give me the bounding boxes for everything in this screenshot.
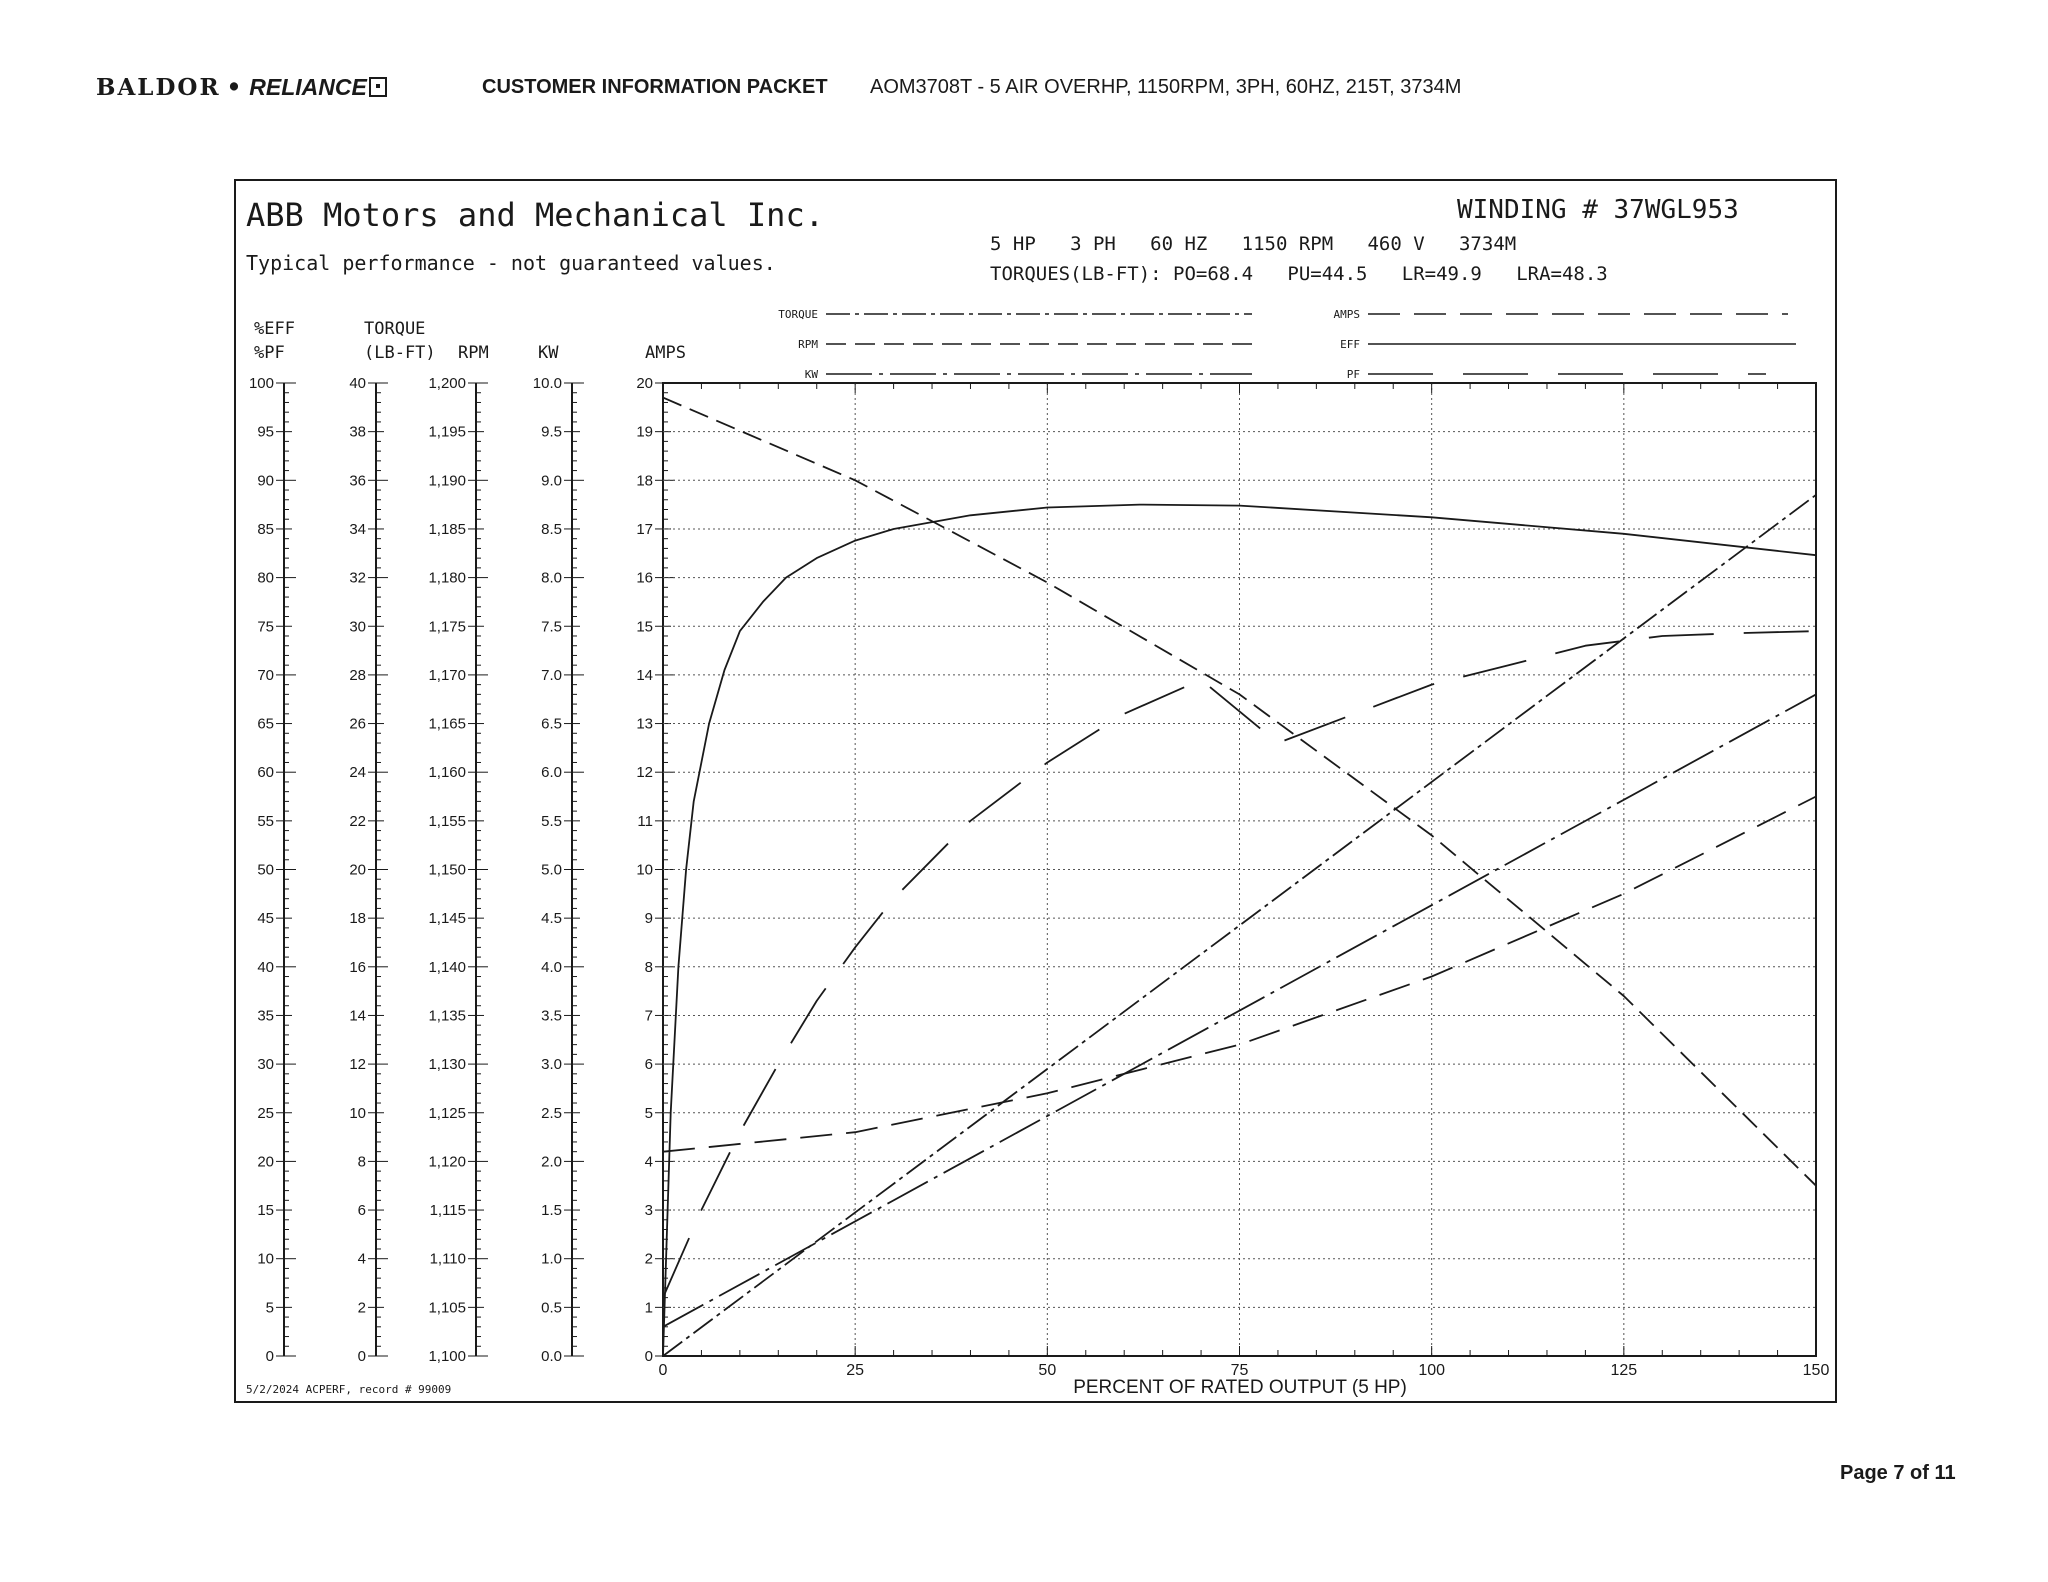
- axis-tick-label: 100: [248, 375, 274, 392]
- x-axis-label: PERCENT OF RATED OUTPUT (5 HP): [1073, 1377, 1407, 1398]
- brand-dot: •: [226, 73, 244, 101]
- disclaimer: Typical performance - not guaranteed values.: [246, 251, 776, 275]
- axis-tick-label: 85: [257, 520, 274, 538]
- axis-tick-label: 0.0: [541, 1348, 562, 1365]
- legend-label: AMPS: [1333, 308, 1360, 321]
- legend-label: KW: [804, 368, 818, 381]
- axis-tick-label: 6: [644, 1056, 653, 1074]
- brand-baldor: BALDOR: [96, 73, 221, 101]
- x-tick-label: 100: [1418, 1362, 1446, 1379]
- axis-tick-label: 3: [644, 1202, 653, 1220]
- axis-tick-label: 80: [257, 569, 274, 587]
- brand-reliance: RELIANCE: [249, 73, 367, 100]
- axis-tick-label: 10: [636, 861, 653, 879]
- value-axis: [533, 343, 584, 1365]
- axis-tick-label: 20: [636, 375, 653, 392]
- axis-tick-label: 19: [636, 423, 653, 441]
- axis-tick-label: 3.0: [541, 1056, 562, 1074]
- axis-tick-label: 1,165: [428, 715, 466, 733]
- axis-tick-label: 18: [636, 472, 653, 490]
- axis-tick-label: 18: [349, 910, 366, 928]
- axis-tick-label: 1,190: [428, 472, 466, 490]
- legend-label: RPM: [798, 338, 818, 351]
- value-axis: [636, 343, 686, 1365]
- axis-tick-label: 2: [644, 1250, 653, 1268]
- footer-note: 5/2/2024 ACPERF, record # 99009: [246, 1383, 452, 1396]
- torque-summary: TORQUES(LB-FT): PO=68.4 PU=44.5 LR=49.9 LRA=48.3: [990, 263, 1608, 285]
- axis-tick-label: 10: [349, 1104, 366, 1122]
- x-tick-label: 125: [1610, 1362, 1638, 1379]
- axis-tick-label: 11: [637, 812, 653, 830]
- axis-tick-label: 1.5: [541, 1202, 562, 1220]
- x-tick-label: 0: [658, 1362, 668, 1379]
- axis-tick-label: 1: [644, 1299, 653, 1317]
- axis-header: (LB-FT): [364, 343, 436, 363]
- legend-item: [1334, 308, 1789, 321]
- axis-tick-label: 1,130: [428, 1056, 466, 1074]
- axis-tick-label: 0: [357, 1348, 366, 1365]
- axis-tick-label: 17: [636, 520, 653, 538]
- legend-item: [798, 338, 1252, 351]
- axis-tick-label: 1,180: [428, 569, 466, 587]
- axis-tick-label: 20: [349, 861, 366, 879]
- axis-tick-label: 26: [349, 715, 366, 733]
- axis-tick-label: 0: [265, 1348, 274, 1365]
- axis-tick-label: 1,200: [428, 375, 466, 392]
- axis-tick-label: 2.5: [541, 1104, 562, 1122]
- axis-tick-label: 9.0: [541, 472, 562, 490]
- axis-tick-label: 0: [644, 1348, 653, 1365]
- axis-tick-label: 6: [357, 1202, 366, 1220]
- x-tick-label: 25: [846, 1362, 865, 1379]
- page-number: Page 7 of 11: [1840, 1462, 1956, 1484]
- axis-tick-label: 32: [349, 569, 366, 587]
- axis-tick-label: 4.0: [541, 958, 562, 976]
- axis-tick-label: 40: [257, 958, 274, 976]
- axis-tick-label: 9.5: [541, 423, 562, 441]
- axis-tick-label: 1,185: [428, 520, 466, 538]
- axis-tick-label: 28: [349, 666, 366, 684]
- axis-tick-label: 60: [257, 764, 274, 782]
- winding-number: WINDING # 37WGL953: [1457, 195, 1739, 225]
- axis-tick-label: 4: [357, 1250, 366, 1268]
- axis-tick-label: 2.0: [541, 1153, 562, 1171]
- axis-tick-label: 1,155: [428, 812, 466, 830]
- axis-tick-label: 5: [265, 1299, 274, 1317]
- legend-item: [778, 308, 1252, 321]
- axis-tick-label: 34: [349, 520, 366, 538]
- x-tick-label: 50: [1038, 1362, 1057, 1379]
- axis-tick-label: 13: [636, 715, 653, 733]
- axis-tick-label: 1,145: [428, 910, 466, 928]
- axis-tick-label: 1,175: [428, 618, 466, 636]
- value-axis: [428, 343, 488, 1365]
- axis-tick-label: 6.0: [541, 764, 562, 782]
- axis-tick-label: 90: [257, 472, 274, 490]
- axis-tick-label: 10.0: [532, 375, 562, 392]
- x-tick-label: 75: [1230, 1362, 1249, 1379]
- axis-tick-label: 8.5: [541, 520, 562, 538]
- axis-tick-label: 1,100: [428, 1348, 466, 1365]
- axis-tick-label: 1,170: [428, 666, 466, 684]
- axis-tick-label: 15: [257, 1202, 274, 1220]
- axis-tick-label: 7.5: [541, 618, 562, 636]
- company-name: ABB Motors and Mechanical Inc.: [246, 196, 824, 234]
- axes-layer: [249, 319, 686, 1365]
- axis-tick-label: 4: [644, 1153, 653, 1171]
- axis-tick-label: 16: [349, 958, 366, 976]
- axis-tick-label: 0.5: [541, 1299, 562, 1317]
- axis-tick-label: 1,115: [429, 1202, 466, 1220]
- motor-ratings: 5 HP 3 PH 60 HZ 1150 RPM 460 V 3734M: [990, 233, 1517, 255]
- axis-tick-label: 1,105: [428, 1299, 466, 1317]
- axis-tick-label: 7: [644, 1007, 653, 1025]
- axis-header: %EFF: [254, 319, 295, 339]
- axis-tick-label: 22: [349, 812, 366, 830]
- series-line-rpm: [663, 398, 1816, 1186]
- axis-tick-label: 95: [257, 423, 274, 441]
- axis-tick-label: 1,195: [428, 423, 466, 441]
- legend-label: PF: [1346, 368, 1360, 381]
- value-axis: [249, 319, 296, 1365]
- axis-tick-label: 25: [257, 1104, 274, 1122]
- axis-tick-label: 15: [636, 618, 653, 636]
- axis-tick-label: 50: [257, 861, 274, 879]
- axis-tick-label: 6.5: [541, 715, 562, 733]
- axis-tick-label: 1,120: [428, 1153, 466, 1171]
- axis-tick-label: 38: [349, 423, 366, 441]
- series-layer: [663, 398, 1816, 1356]
- axis-tick-label: 1,110: [429, 1250, 466, 1268]
- axis-tick-label: 5.0: [541, 861, 562, 879]
- axis-tick-label: 7.0: [541, 666, 562, 684]
- axis-header: %PF: [254, 343, 285, 363]
- x-tick-label: 150: [1802, 1362, 1830, 1379]
- axis-tick-label: 8: [357, 1153, 366, 1171]
- value-axis: [349, 319, 435, 1365]
- axis-tick-label: 35: [257, 1007, 274, 1025]
- legend-item: [805, 368, 1252, 381]
- axis-tick-label: 8.0: [541, 569, 562, 587]
- axis-tick-label: 4.5: [541, 910, 562, 928]
- axis-tick-label: 70: [257, 666, 274, 684]
- legend-item: [1340, 338, 1796, 351]
- axis-tick-label: 1,160: [428, 764, 466, 782]
- legend-item: [1347, 368, 1766, 381]
- axis-header: AMPS: [645, 343, 686, 363]
- axis-tick-label: 55: [257, 812, 274, 830]
- packet-title: CUSTOMER INFORMATION PACKET: [482, 75, 828, 98]
- document-subtitle: AOM3708T - 5 AIR OVERHP, 1150RPM, 3PH, 60HZ, 215T, 3734M: [870, 75, 1462, 98]
- axis-tick-label: 40: [349, 375, 366, 392]
- axis-tick-label: 14: [349, 1007, 366, 1025]
- axis-tick-label: 45: [257, 910, 274, 928]
- grid-layer: [659, 383, 1830, 1379]
- axis-header: TORQUE: [364, 319, 426, 339]
- legend-label: EFF: [1340, 338, 1360, 351]
- axis-tick-label: 12: [349, 1056, 366, 1074]
- axis-tick-label: 1,125: [428, 1104, 466, 1122]
- axis-tick-label: 2: [357, 1299, 366, 1317]
- axis-tick-label: 1,140: [428, 958, 466, 976]
- axis-tick-label: 5: [644, 1104, 653, 1122]
- axis-tick-label: 75: [257, 618, 274, 636]
- axis-tick-label: 1,150: [428, 861, 466, 879]
- axis-header: RPM: [458, 343, 489, 363]
- axis-tick-label: 12: [636, 764, 653, 782]
- axis-header: KW: [538, 343, 559, 363]
- legend-layer: [778, 308, 1796, 381]
- axis-tick-label: 10: [257, 1250, 274, 1268]
- axis-tick-label: 20: [257, 1153, 274, 1171]
- axis-tick-label: 30: [349, 618, 366, 636]
- axis-tick-label: 3.5: [541, 1007, 562, 1025]
- axis-tick-label: 65: [257, 715, 274, 733]
- axis-tick-label: 9: [644, 910, 653, 928]
- axis-tick-label: 5.5: [541, 812, 562, 830]
- axis-tick-label: 16: [636, 569, 653, 587]
- axis-tick-label: 36: [349, 472, 366, 490]
- axis-tick-label: 14: [636, 666, 653, 684]
- axis-tick-label: 30: [257, 1056, 274, 1074]
- axis-tick-label: 24: [349, 764, 366, 782]
- legend-label: TORQUE: [778, 308, 818, 321]
- axis-tick-label: 1,135: [428, 1007, 466, 1025]
- axis-tick-label: 1.0: [541, 1250, 562, 1268]
- axis-tick-label: 8: [644, 958, 653, 976]
